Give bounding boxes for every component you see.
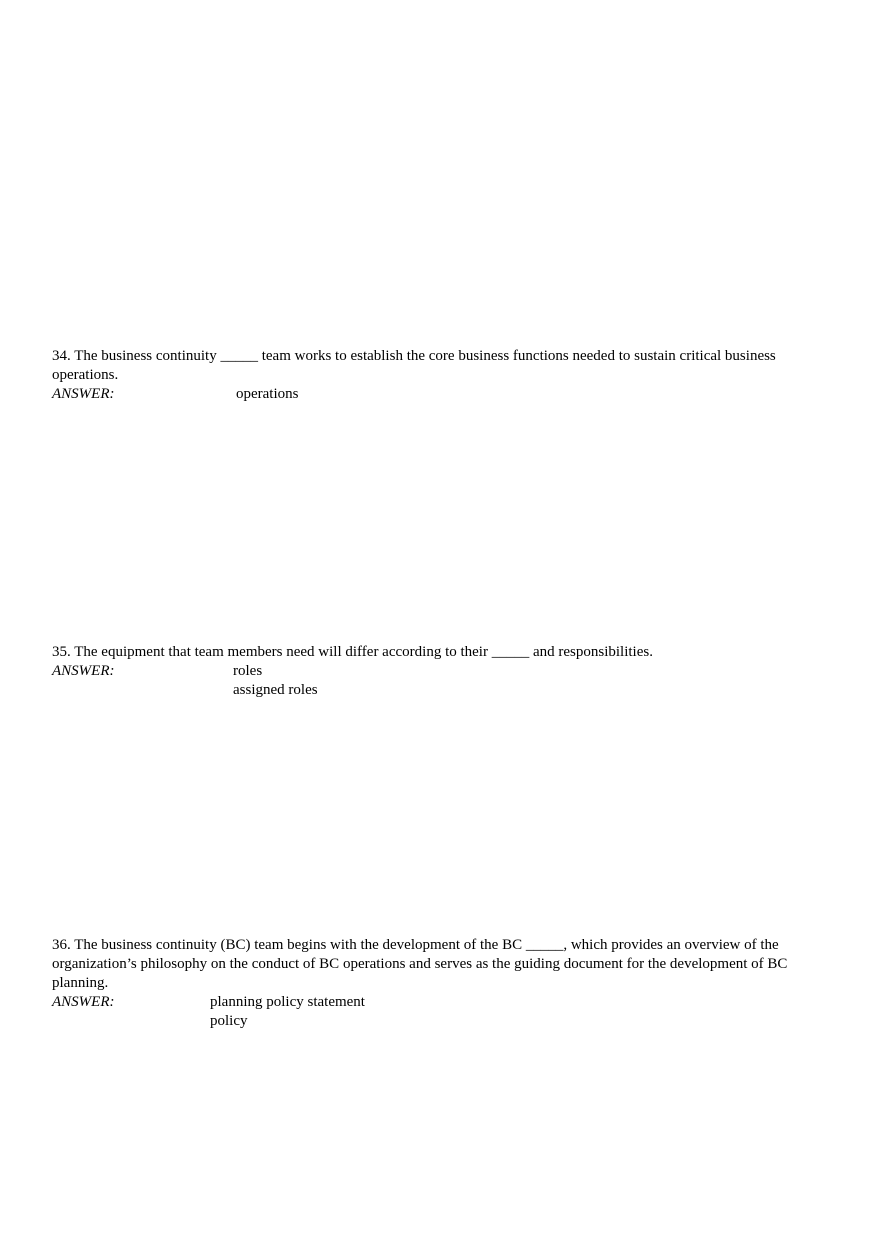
answer-value: policy [210, 1013, 248, 1029]
answer-label: ANSWER: [52, 663, 115, 679]
question-text: 34. The business continuity _____ team works to establish the core business functions needed to sustain critical business operations. [52, 348, 776, 383]
answer-row [52, 662, 832, 681]
answer-value: assigned roles [233, 682, 318, 698]
answer-row [52, 993, 832, 1012]
question-35 [52, 643, 832, 700]
answer-value: planning policy statement [210, 994, 365, 1010]
answer-row [52, 385, 832, 404]
answer-label: ANSWER: [52, 994, 115, 1010]
question-text: 36. The business continuity (BC) team begins with the development of the BC _____, which provides an overview of the organization’s philosophy on the conduct of BC operations and serves as the guiding document for the development of BC planning. [52, 937, 788, 991]
question-36 [52, 936, 832, 1031]
answer-row [52, 1012, 832, 1031]
question-34 [52, 347, 832, 404]
answer-value: roles [233, 663, 263, 679]
answer-row [52, 681, 832, 700]
answer-value: operations [236, 386, 299, 402]
answer-label: ANSWER: [52, 386, 115, 402]
question-text: 35. The equipment that team members need will differ according to their _____ and responsibilities. [52, 644, 653, 660]
